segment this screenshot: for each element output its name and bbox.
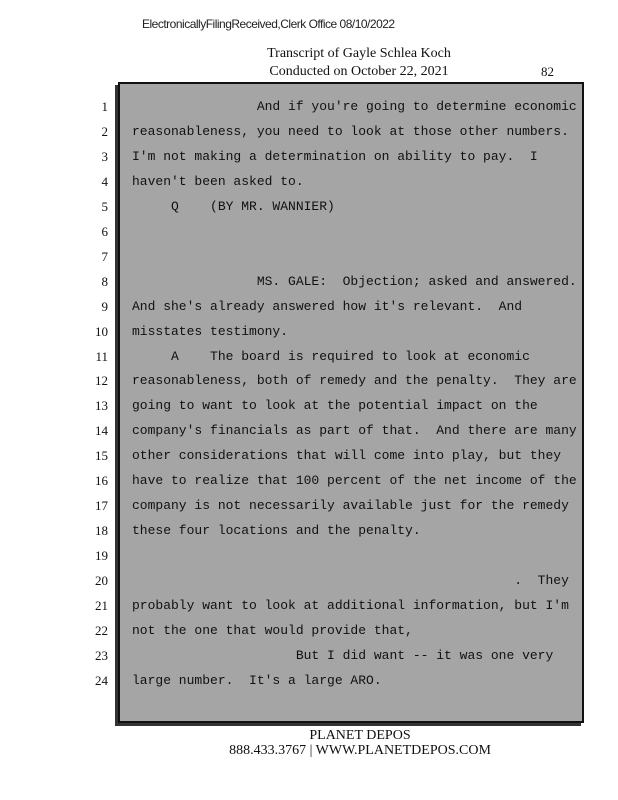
line-text: large number. It's a large ARO. (132, 673, 382, 688)
line-number: 1 (101, 99, 108, 114)
line-number: 24 (95, 673, 108, 688)
footer-company: PLANET DEPOS (309, 728, 411, 743)
line-text: probably want to look at additional information, but I'm (132, 598, 569, 613)
line-number: 13 (95, 398, 108, 413)
line-text: But I did want -- it was one very (132, 648, 554, 663)
line-text: I'm not making a determination on ability to pay. I (132, 149, 538, 164)
line-text: other considerations that will come into play, but they (132, 448, 562, 463)
line-number: 11 (95, 349, 108, 364)
line-number: 16 (95, 473, 108, 488)
footer-contact: 888.433.3767 | WWW.PLANETDEPOS.COM (229, 743, 491, 758)
line-number: 10 (95, 324, 108, 339)
line-number: 6 (101, 224, 108, 239)
line-number: 5 (101, 199, 108, 214)
line-number: 3 (101, 149, 108, 164)
line-number: 9 (101, 299, 108, 314)
line-number: 7 (101, 249, 108, 264)
line-number: 12 (95, 373, 108, 388)
line-number: 8 (101, 274, 108, 289)
line-number: 2 (101, 124, 108, 139)
line-number: 22 (95, 623, 108, 638)
line-text: have to realize that 100 percent of the net income of the (132, 473, 577, 488)
line-number: 4 (101, 174, 108, 189)
line-text: MS. GALE: Objection; asked and answered. (132, 274, 577, 289)
line-text: A The board is required to look at economic (132, 349, 530, 364)
line-number: 23 (95, 648, 108, 663)
line-text: company's financials as part of that. And there are many (132, 423, 577, 438)
line-text: not the one that would provide that, (132, 623, 413, 638)
transcript-date: Conducted on October 22, 2021 (269, 64, 449, 79)
transcript-title: Transcript of Gayle Schlea Koch (267, 46, 451, 61)
line-text: going to want to look at the potential impact on the (132, 398, 538, 413)
line-text: reasonableness, you need to look at those other numbers. (132, 124, 569, 139)
line-text: these four locations and the penalty. (132, 523, 421, 538)
page-number: 82 (541, 64, 554, 79)
line-text: misstates testimony. (132, 324, 289, 339)
line-text: reasonableness, both of remedy and the penalty. They are (132, 373, 577, 388)
line-text: And she's already answered how it's relevant. And (132, 299, 523, 314)
line-number: 17 (95, 498, 108, 513)
line-text: Q (BY MR. WANNIER) (132, 199, 335, 214)
line-number: 15 (95, 448, 108, 463)
line-number: 20 (95, 573, 108, 588)
line-text: company is not necessarily available just for the remedy (132, 498, 569, 513)
line-text: And if you're going to determine economic (132, 99, 577, 114)
line-number: 14 (95, 423, 108, 438)
line-text: haven't been asked to. (132, 174, 304, 189)
line-number: 18 (95, 523, 108, 538)
line-number: 19 (95, 548, 108, 563)
line-text: . They (132, 573, 569, 588)
efiling-stamp: ElectronicallyFilingReceived,Clerk Office 08/10/2022 (142, 17, 395, 31)
line-number: 21 (95, 598, 108, 613)
